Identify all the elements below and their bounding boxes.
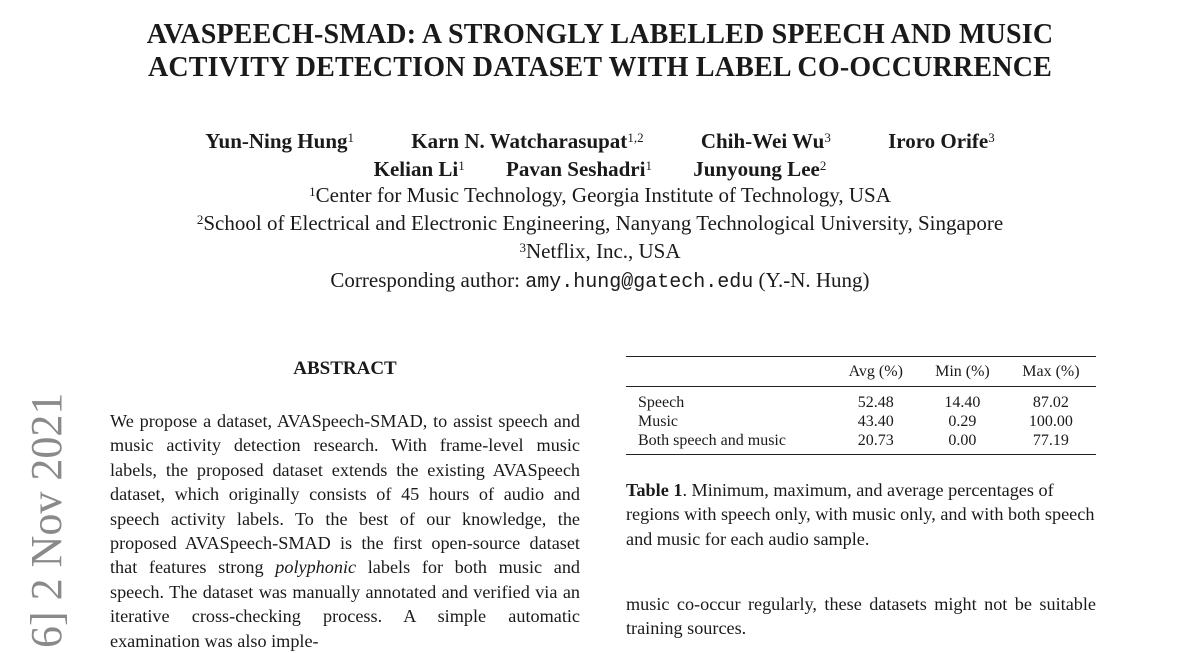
author [374,156,465,182]
table-caption [626,478,1096,551]
author-affiliation-mark: 3 [988,130,995,145]
table-row [626,412,1096,431]
table-cell: 100.00 [1028,413,1073,430]
abstract-emphasis: polyphonic [275,557,357,578]
arxiv-stamp: 6] 2 Nov 2021 [22,392,71,648]
author-list-row-2 [0,156,1200,182]
author-name: Yun-Ning Hung [205,129,348,153]
affiliation-text: Center for Music Technology, Georgia Institute of Technology, USA [315,183,891,207]
author-name: Karn N. Watcharasupat [411,129,628,153]
table-cell: Both speech and music [638,432,786,449]
abstract-text-part: labels for both music and speech. The dataset was manually annotated and verified via an iterative cross-checking process. A simple automatic examination was also imple- [110,557,581,651]
table-cell: 87.02 [1032,394,1069,411]
table-cell: 20.73 [857,432,894,449]
table-header-cell: Min (%) [919,357,1006,387]
title-line-2: ACTIVITY DETECTION DATASET WITH LABEL CO-OCCURRENCE [147,52,1053,83]
author-name: Kelian Li [373,157,459,181]
author-name: Chih-Wei Wu [700,129,825,153]
corresponding-email[interactable]: amy.hung@gatech.edu [525,271,754,294]
caption-label: Table 1 [626,480,683,500]
caption-text: . Minimum, maximum, and average percentages of regions with speech only, with music only, and with both speech and music for each audio sample. [626,480,1095,549]
affiliation-text: School of Electrical and Electronic Engineering, Nanyang Technological University, Singapore [203,211,1004,235]
corresponding-suffix: (Y.-N. Hung) [758,268,870,292]
table-row [626,387,1096,413]
corresponding-label: Corresponding author: [330,268,520,292]
affiliation-1 [0,181,1200,209]
author-affiliation-mark: 1 [645,158,652,173]
author-name: Junyoung Lee [693,157,820,181]
author-affiliation-mark: 1 [347,130,354,145]
table-cell: Music [638,413,678,430]
author [506,156,652,182]
author [411,128,643,154]
affiliation-2 [0,209,1200,237]
table-header-cell: Max (%) [1006,357,1096,387]
author [701,128,831,154]
table-cell: Speech [638,394,685,411]
results-table [626,356,1096,455]
table-row [626,431,1096,455]
body-text-right: music co-occur regularly, these datasets might not be suitable training sources. [626,594,1096,639]
corresponding-author [0,266,1200,297]
table-header-cell [626,357,833,387]
abstract-body [110,409,580,653]
author-affiliation-mark: 2 [819,158,827,173]
table-cell: 0.00 [948,432,977,449]
table-header-row [626,357,1096,387]
author-affiliation-mark: 1 [458,158,465,173]
author [205,128,354,154]
abstract-text-part: We propose a dataset, AVASpeech-SMAD, to assist speech and music activity detection research. With frame-level music labels, the proposed dataset extends the existing AVASpeech dataset, which originally consists of 45 hours of audio and speech activity labels. To the best of our knowledge, the proposed AVASpeech-SMAD is the first open-source dataset that features strong [110,411,580,578]
paper-title [0,18,1200,84]
abstract-heading: ABSTRACT [293,358,397,379]
table-cell: 52.48 [857,394,894,411]
table-header-cell: Avg (%) [833,357,920,387]
table-cell: 0.29 [948,413,977,430]
table-cell: 14.40 [944,394,981,411]
author [888,128,995,154]
affiliation-mark: 1 [309,184,316,199]
affiliation-mark: 3 [519,240,526,255]
author-affiliation-mark: 1,2 [627,130,644,145]
author-name: Iroro Orife [888,129,989,153]
author-list-row-1 [0,128,1200,154]
table-cell: 77.19 [1032,432,1069,449]
title-line-1: AVASPEECH-SMAD: A STRONGLY LABELLED SPEECH AND MUSIC [146,19,1054,50]
affiliation-3 [0,237,1200,265]
author [693,156,826,182]
author-affiliation-mark: 3 [824,130,831,145]
author-name: Pavan Seshadri [506,157,646,181]
affiliation-text: Netflix, Inc., USA [525,239,681,263]
table-cell: 43.40 [857,413,894,430]
affiliation-mark: 2 [196,212,204,227]
